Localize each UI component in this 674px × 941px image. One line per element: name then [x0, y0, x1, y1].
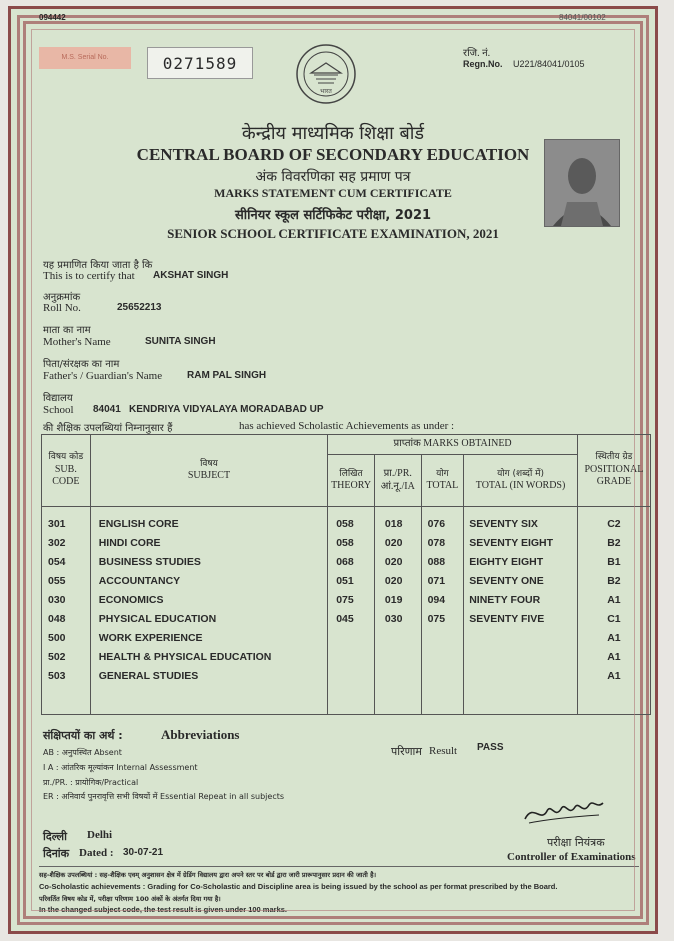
result-hindi: परिणाम	[391, 745, 422, 758]
roll-hindi: अनुक्रमांक	[43, 292, 81, 303]
table-row-words: SEVENTY FIVE	[469, 613, 545, 625]
table-row-grade: C1	[607, 613, 621, 625]
abbreviations-hindi: संक्षिप्तयों का अर्थ :	[43, 729, 123, 742]
table-row-total: 094	[427, 594, 446, 606]
exam-hindi: सीनियर स्कूल सर्टिफिकेट परीक्षा, 2021	[234, 208, 432, 223]
abbr-essential-repeat: ER : अनिवार्य पुनरावृत्ति सभी विषयों में Essential Repeat in all subjects	[43, 792, 285, 801]
controller-signature-icon	[519, 793, 609, 829]
table-row-subject: WORK EXPERIENCE	[98, 632, 203, 644]
table-row-subject: GENERAL STUDIES	[98, 670, 199, 682]
table-row-words: SEVENTY ONE	[469, 575, 544, 587]
table-row-code: 301	[48, 518, 66, 530]
regn-hindi: रजि. नं.	[463, 48, 491, 59]
table-row-theory: 051	[336, 575, 354, 587]
table-row-code: 048	[48, 613, 66, 625]
header-total: योग TOTAL	[421, 455, 464, 507]
footnote-hindi-1: सह-शैक्षिक उपलब्धियां : सह-शैक्षिक एवम् अनुशासन क्षेत्र में ग्रेडिंग विद्यालय द्वारा अपने स्तर पर बोर्ड द्वारा जारी प्रारूपानुसार प्रदान की जाती है।	[39, 871, 377, 879]
place-english: Delhi	[87, 829, 113, 841]
table-row-practical: 020	[384, 537, 403, 549]
header-theory: लिखित THEORY	[328, 455, 375, 507]
mother-name: SUNITA SINGH	[145, 336, 216, 347]
table-row-subject: HINDI CORE	[98, 537, 161, 549]
footer-divider	[39, 866, 639, 867]
abbr-internal: I A : आंतरिक मूल्यांकन Internal Assessment	[43, 763, 198, 772]
statement-english: MARKS STATEMENT CUM CERTIFICATE	[214, 186, 452, 200]
footnote-hindi-2: परिवर्तित विषय कोड में, परीक्षा परिणाम 100 अंकों के अंतर्गत दिया गया है।	[39, 895, 221, 903]
table-row-total: 071	[427, 575, 446, 587]
abbr-practical: प्रा./PR. : प्रायोगिक/Practical	[43, 778, 139, 787]
practical-column	[374, 507, 421, 715]
school-label: School	[43, 404, 74, 416]
table-row-subject: BUSINESS STUDIES	[98, 556, 201, 568]
date-value: 30-07-21	[123, 847, 164, 858]
table-row-theory: 058	[336, 518, 354, 530]
cbse-seal-icon	[295, 43, 357, 105]
roll-number: 25652213	[117, 302, 162, 313]
top-left-ref: 094442	[39, 13, 66, 22]
table-row-grade: A1	[607, 651, 621, 663]
table-row-practical: 019	[384, 594, 403, 606]
table-row-subject: ECONOMICS	[98, 594, 164, 606]
table-row-practical: 020	[384, 556, 403, 568]
abbr-absent: AB : अनुपस्थित Absent	[43, 748, 122, 757]
marks-table	[41, 434, 651, 715]
table-row-theory: 058	[336, 537, 354, 549]
abbreviations-title: Abbreviations	[161, 727, 240, 742]
table-row-total: 076	[427, 518, 446, 530]
place-hindi: दिल्ली	[43, 830, 67, 843]
father-name: RAM PAL SINGH	[187, 370, 267, 381]
date-label: Dated :	[79, 847, 114, 859]
top-right-ref: 84041/00102	[559, 13, 606, 22]
table-row-code: 302	[48, 537, 66, 549]
mother-hindi: माता का नाम	[43, 325, 91, 336]
result-value: PASS	[477, 742, 504, 753]
table-row-code: 502	[48, 651, 66, 663]
father-hindi: पिता/संरक्षक का नाम	[43, 359, 120, 370]
footnote-english-1: Co-Scholastic achievements : Grading for Co-Scholastic and Discipline area is being issued by the school as per format prescribed by the Board.	[39, 882, 558, 891]
subject-column	[90, 507, 328, 715]
date-hindi: दिनांक	[43, 847, 70, 860]
father-label: Father's / Guardian's Name	[43, 370, 163, 382]
achievements-hindi: की शैक्षिक उपलब्धियां निम्नानुसार हैं	[43, 423, 173, 434]
board-hindi: केन्द्रीय माध्यमिक शिक्षा बोर्ड	[241, 123, 425, 144]
serial-number: 0271589	[147, 47, 253, 79]
table-row-grade: B1	[607, 556, 621, 568]
table-row-subject: ENGLISH CORE	[98, 518, 179, 530]
table-row-words: SEVENTY EIGHT	[469, 537, 554, 549]
achievements-english: has achieved Scholastic Achievements as under :	[239, 420, 455, 432]
table-row-words: EIGHTY EIGHT	[469, 556, 544, 568]
certify-label: This is to certify that	[43, 270, 135, 282]
exam-english: SENIOR SCHOOL CERTIFICATE EXAMINATION, 2021	[167, 226, 499, 241]
seal-caption: भारत	[320, 88, 332, 95]
table-row-total: 075	[427, 613, 446, 625]
code-column	[42, 507, 91, 715]
school-code: 84041	[93, 404, 121, 415]
header-grade: स्थितीय ग्रेड POSITIONAL GRADE	[577, 435, 650, 507]
serial-stamp: M.S. Serial No.	[39, 47, 131, 69]
controller-english: Controller of Examinations	[507, 851, 636, 863]
table-row-subject: PHYSICAL EDUCATION	[98, 613, 217, 625]
total-column	[421, 507, 464, 715]
table-row-theory: 045	[336, 613, 354, 625]
table-row-theory: 075	[336, 594, 354, 606]
table-row-subject: ACCOUNTANCY	[98, 575, 181, 587]
header-total-words: योग (शब्दों में) TOTAL (IN WORDS)	[464, 455, 578, 507]
school-name: KENDRIYA VIDYALAYA MORADABAD UP	[129, 404, 324, 415]
table-row-practical: 020	[384, 575, 403, 587]
theory-column	[328, 507, 375, 715]
table-row-grade: A1	[607, 594, 621, 606]
result-label: Result	[429, 745, 458, 757]
table-row-grade: B2	[607, 575, 621, 587]
table-row-practical: 018	[384, 518, 403, 530]
student-photo	[544, 139, 620, 227]
header-subject: विषय SUBJECT	[90, 435, 328, 507]
mother-label: Mother's Name	[43, 336, 111, 348]
table-row-grade: A1	[607, 632, 621, 644]
table-row-total: 078	[427, 537, 446, 549]
table-row-practical: 030	[384, 613, 403, 625]
statement-hindi: अंक विवरणिका सह प्रमाण पत्र	[255, 169, 411, 185]
header-code: विषय कोड SUB. CODE	[42, 435, 91, 507]
roll-label: Roll No.	[43, 302, 81, 314]
header-marks-obtained: प्राप्तांक MARKS OBTAINED	[328, 435, 578, 455]
table-row-grade: C2	[607, 518, 621, 530]
table-row-grade: A1	[607, 670, 621, 682]
student-name: AKSHAT SINGH	[153, 270, 229, 281]
regn-number: U221/84041/0105	[513, 59, 585, 69]
table-row-code: 030	[48, 594, 66, 606]
marks-body	[42, 507, 651, 715]
header-practical: प्रा./PR. आं.नू./IA	[374, 455, 421, 507]
table-row-total: 088	[427, 556, 446, 568]
table-row-words: SEVENTY SIX	[469, 518, 538, 530]
table-row-theory: 068	[336, 556, 354, 568]
words-column	[464, 507, 578, 715]
table-row-code: 055	[48, 575, 66, 587]
certify-hindi: यह प्रमाणित किया जाता है कि	[43, 260, 153, 271]
table-row-code: 500	[48, 632, 66, 644]
table-row-grade: B2	[607, 537, 621, 549]
controller-hindi: परीक्षा नियंत्रक	[547, 836, 605, 849]
table-row-subject: HEALTH & PHYSICAL EDUCATION	[98, 651, 272, 663]
grade-column	[577, 507, 650, 715]
table-row-code: 503	[48, 670, 66, 682]
regn-label: Regn.No.	[463, 59, 503, 69]
footnote-english-2: In the changed subject code, the test result is given under 100 marks.	[39, 905, 287, 914]
certificate-sheet	[8, 6, 658, 934]
table-row-code: 054	[48, 556, 66, 568]
school-hindi: विद्यालय	[43, 393, 73, 404]
table-row-words: NINETY FOUR	[469, 594, 541, 606]
board-english: CENTRAL BOARD OF SECONDARY EDUCATION	[136, 145, 530, 164]
